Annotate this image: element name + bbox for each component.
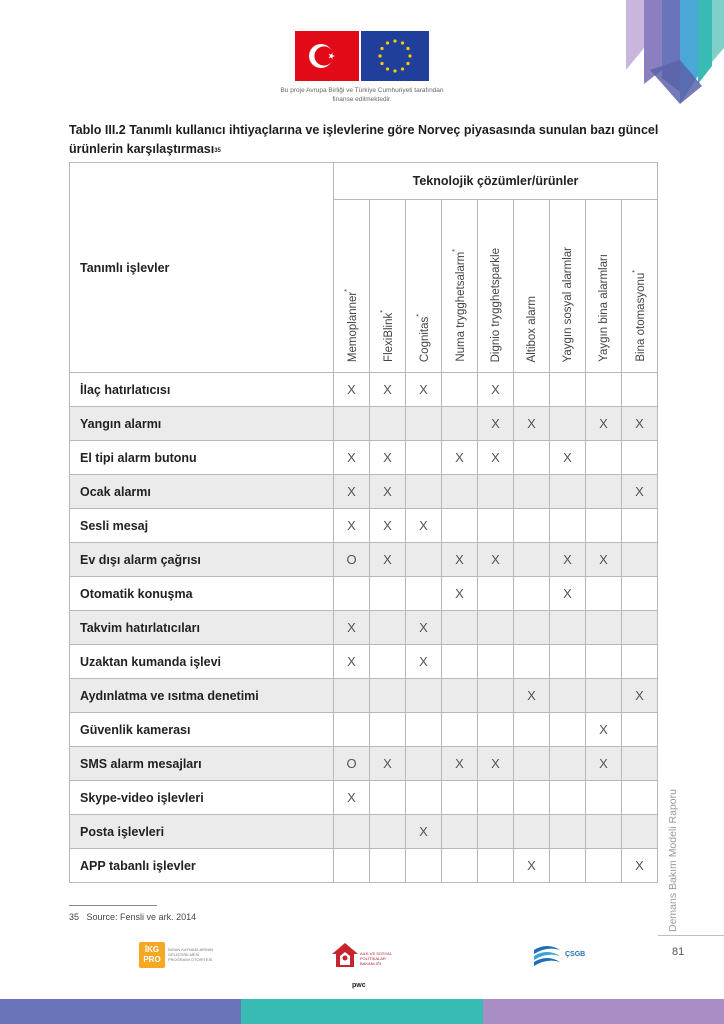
table-cell	[514, 509, 550, 543]
comparison-table	[69, 162, 658, 883]
table-cell: X	[334, 611, 370, 645]
function-label: Aydınlatma ve ısıtma denetimi	[70, 679, 334, 713]
table-row	[70, 373, 658, 407]
product-label	[344, 289, 359, 362]
table-cell: X	[586, 713, 622, 747]
function-label: Güvenlik kamerası	[70, 713, 334, 747]
table-cell: X	[478, 747, 514, 781]
table-cell: X	[334, 373, 370, 407]
ikg-pro-logo	[139, 942, 165, 968]
table-cell	[550, 679, 586, 713]
funding-note: Bu proje Avrupa Birliği ve Türkiye Cumhuriyeti tarafından finanse edilmektedir.	[280, 87, 444, 103]
table-cell	[406, 679, 442, 713]
product-name: Yaygın sosyal alarmlar	[561, 246, 574, 362]
table-cell: X	[442, 747, 478, 781]
table-cell	[478, 815, 514, 849]
product-header	[442, 200, 478, 373]
table-cell	[586, 441, 622, 475]
table-cell	[622, 781, 658, 815]
table-row	[70, 475, 658, 509]
table-cell	[334, 577, 370, 611]
product-asterisk: *	[344, 288, 352, 292]
table-cell	[478, 713, 514, 747]
table-cell	[550, 475, 586, 509]
table-cell	[586, 509, 622, 543]
table-cell	[586, 849, 622, 883]
table-row	[70, 747, 658, 781]
csgb-logo-icon	[532, 942, 562, 966]
table-cell	[622, 611, 658, 645]
csgb-logo-caption: ÇSGB	[565, 951, 586, 958]
product-name: FlexiBlink	[382, 312, 395, 362]
ministry-family-logo-caption: AİLE VE SOSYAL POLİTİKALAR BAKANLIĞI	[360, 951, 392, 966]
table-row	[70, 815, 658, 849]
product-name: Memoplanner	[346, 291, 359, 362]
table-cell: X	[514, 679, 550, 713]
table-cell	[550, 815, 586, 849]
table-cell	[514, 577, 550, 611]
function-label: Ocak alarmı	[70, 475, 334, 509]
product-label	[562, 247, 574, 362]
table-cell	[478, 475, 514, 509]
table-cell	[442, 475, 478, 509]
product-label	[526, 296, 538, 362]
table-cell	[622, 815, 658, 849]
table-row	[70, 713, 658, 747]
table-cell	[442, 373, 478, 407]
product-header	[550, 200, 586, 373]
table-cell	[514, 781, 550, 815]
table-cell: X	[514, 407, 550, 441]
table-cell	[550, 509, 586, 543]
table-cell	[334, 815, 370, 849]
table-cell: X	[370, 475, 406, 509]
product-asterisk: *	[380, 310, 388, 313]
product-label	[452, 249, 467, 362]
table-cell	[514, 645, 550, 679]
table-cell	[478, 781, 514, 815]
product-header	[334, 200, 370, 373]
table-cell	[442, 611, 478, 645]
table-cell: X	[334, 645, 370, 679]
product-name: Dignio trygghetsparkle	[489, 247, 502, 362]
table-cell: X	[406, 815, 442, 849]
product-name: Numa trygghetsalarm	[454, 252, 467, 362]
table-cell	[406, 849, 442, 883]
table-cell	[550, 713, 586, 747]
table-cell	[550, 645, 586, 679]
table-cell	[514, 713, 550, 747]
footnote-text: Source: Fensli ve ark. 2014	[86, 912, 197, 922]
table-cell	[334, 713, 370, 747]
table-cell	[406, 475, 442, 509]
product-header	[370, 200, 406, 373]
function-label: Sesli mesaj	[70, 509, 334, 543]
table-cell	[370, 577, 406, 611]
table-cell	[406, 781, 442, 815]
table-cell: X	[622, 679, 658, 713]
table-cell	[514, 611, 550, 645]
table-cell	[550, 849, 586, 883]
table-cell	[478, 577, 514, 611]
table-body	[70, 373, 658, 883]
table-cell	[478, 849, 514, 883]
table-cell	[622, 373, 658, 407]
table-title-footnote-ref: 35	[214, 148, 221, 154]
table-cell	[586, 611, 622, 645]
table-cell: X	[442, 441, 478, 475]
table-cell: X	[370, 747, 406, 781]
table-cell: X	[334, 475, 370, 509]
product-header	[406, 200, 442, 373]
table-row	[70, 577, 658, 611]
table-cell: X	[370, 441, 406, 475]
table-row	[70, 441, 658, 475]
table-row	[70, 679, 658, 713]
table-cell	[514, 543, 550, 577]
table-cell	[550, 407, 586, 441]
table-cell	[442, 645, 478, 679]
table-cell: X	[478, 543, 514, 577]
function-label: Uzaktan kumanda işlevi	[70, 645, 334, 679]
table-cell: X	[370, 543, 406, 577]
table-cell	[406, 407, 442, 441]
table-row	[70, 611, 658, 645]
product-asterisk: *	[452, 249, 460, 253]
table-cell	[478, 679, 514, 713]
table-cell	[550, 373, 586, 407]
table-cell: X	[406, 611, 442, 645]
product-name: Altibox alarm	[525, 295, 538, 362]
table-cell	[370, 713, 406, 747]
table-cell: X	[586, 747, 622, 781]
footnote-divider	[69, 905, 157, 906]
ministry-family-logo-icon	[330, 940, 360, 970]
table-cell: X	[406, 373, 442, 407]
table-cell	[622, 509, 658, 543]
function-label: El tipi alarm butonu	[70, 441, 334, 475]
table-cell	[442, 849, 478, 883]
table-cell	[442, 781, 478, 815]
table-cell	[550, 747, 586, 781]
table-cell	[514, 747, 550, 781]
table-cell	[514, 475, 550, 509]
table-cell	[514, 441, 550, 475]
product-header	[514, 200, 550, 373]
table-cell	[370, 645, 406, 679]
function-label: Takvim hatırlatıcıları	[70, 611, 334, 645]
table-cell	[406, 713, 442, 747]
table-cell	[622, 543, 658, 577]
table-title	[69, 121, 659, 159]
table-cell	[550, 781, 586, 815]
table-cell	[622, 713, 658, 747]
pwc-logo: pwc	[352, 982, 366, 989]
table-cell	[586, 373, 622, 407]
product-label	[598, 254, 610, 362]
function-label: İlaç hatırlatıcısı	[70, 373, 334, 407]
table-cell: X	[442, 577, 478, 611]
footer-bar-middle	[241, 999, 483, 1024]
table-cell	[442, 815, 478, 849]
table-row	[70, 849, 658, 883]
table-cell	[478, 645, 514, 679]
table-cell	[514, 373, 550, 407]
table-cell: X	[478, 407, 514, 441]
table-cell	[586, 475, 622, 509]
footnote-number: 35	[69, 912, 80, 922]
function-column-header: Tanımlı işlevler	[70, 163, 334, 373]
table-cell	[442, 679, 478, 713]
table-cell: X	[550, 577, 586, 611]
table-cell	[622, 441, 658, 475]
table-cell	[406, 577, 442, 611]
table-cell: O	[334, 543, 370, 577]
eu-flag-icon	[361, 31, 429, 81]
table-cell	[442, 713, 478, 747]
table-cell: X	[370, 373, 406, 407]
table-cell	[334, 679, 370, 713]
function-label: Skype-video işlevleri	[70, 781, 334, 815]
function-label: Otomatik konuşma	[70, 577, 334, 611]
table-cell: X	[622, 475, 658, 509]
product-label	[416, 314, 431, 362]
table-cell	[442, 407, 478, 441]
table-cell: X	[514, 849, 550, 883]
table-title-text: Tablo III.2 Tanımlı kullanıcı ihtiyaçlarına ve işlevlerine göre Norveç piyasasında sunulan bazı güncel ürünlerin karşılaştırması	[69, 123, 659, 156]
table-cell	[370, 407, 406, 441]
table-cell: X	[622, 407, 658, 441]
function-label: Ev dışı alarm çağrısı	[70, 543, 334, 577]
table-cell	[586, 815, 622, 849]
table-cell: X	[442, 543, 478, 577]
decorative-corner-graphic	[614, 0, 724, 106]
table-cell: O	[334, 747, 370, 781]
table-cell	[586, 577, 622, 611]
product-label	[632, 270, 647, 362]
function-label: Posta işlevleri	[70, 815, 334, 849]
table-cell: X	[334, 781, 370, 815]
products-group-header: Teknolojik çözümler/ürünler	[334, 163, 658, 200]
product-label	[490, 248, 502, 362]
table-cell	[370, 815, 406, 849]
table-cell: X	[586, 407, 622, 441]
table-cell	[442, 509, 478, 543]
table-cell	[370, 611, 406, 645]
table-cell	[370, 781, 406, 815]
turkey-flag-icon	[295, 31, 359, 81]
product-name: Cognitas	[418, 316, 431, 362]
ikg-logo-line1: İKG	[144, 945, 160, 954]
table-cell	[622, 747, 658, 781]
table-cell	[478, 509, 514, 543]
table-cell: X	[406, 509, 442, 543]
table-row	[70, 781, 658, 815]
footnote	[69, 912, 196, 922]
footer-bar-right	[483, 999, 724, 1024]
table-cell: X	[550, 543, 586, 577]
table-row	[70, 509, 658, 543]
table-cell	[586, 679, 622, 713]
table-row	[70, 543, 658, 577]
partner-flags	[295, 31, 429, 83]
table-cell	[622, 645, 658, 679]
table-row	[70, 645, 658, 679]
report-title-side: Demans Bakım Modeli Raporu	[667, 789, 679, 932]
product-header	[622, 200, 658, 373]
table-cell	[478, 611, 514, 645]
product-name: Yaygın bina alarmları	[597, 254, 610, 362]
table-cell	[370, 849, 406, 883]
product-header	[586, 200, 622, 373]
function-label: Yangın alarmı	[70, 407, 334, 441]
table-cell: X	[334, 509, 370, 543]
ikg-logo-line2: PRO	[143, 955, 161, 964]
table-cell: X	[334, 441, 370, 475]
function-label: APP tabanlı işlevler	[70, 849, 334, 883]
table-cell	[334, 849, 370, 883]
table-cell: X	[370, 509, 406, 543]
table-cell	[370, 679, 406, 713]
product-asterisk: *	[416, 313, 424, 317]
table-cell: X	[478, 441, 514, 475]
product-asterisk: *	[632, 270, 640, 274]
table-cell: X	[622, 849, 658, 883]
product-name: Bina otomasyonu	[634, 273, 647, 362]
table-row	[70, 407, 658, 441]
table-cell	[586, 645, 622, 679]
table-cell	[514, 815, 550, 849]
table-cell	[406, 543, 442, 577]
table-cell: X	[406, 645, 442, 679]
ikg-logo-caption: İNSAN KAYNAKLARININ GELİŞTİRİLMESİ PROGRAMI OTORİTESİ	[168, 947, 214, 962]
table-cell	[406, 441, 442, 475]
page-number-rule	[658, 935, 724, 936]
table-cell	[622, 577, 658, 611]
table-cell: X	[586, 543, 622, 577]
function-label: SMS alarm mesajları	[70, 747, 334, 781]
product-label	[380, 310, 395, 362]
table-cell: X	[478, 373, 514, 407]
product-header	[478, 200, 514, 373]
table-cell	[586, 781, 622, 815]
table-cell	[334, 407, 370, 441]
table-cell	[406, 747, 442, 781]
footer-bar-left	[0, 999, 241, 1024]
page-number: 81	[672, 946, 685, 958]
table-cell: X	[550, 441, 586, 475]
table-cell	[550, 611, 586, 645]
